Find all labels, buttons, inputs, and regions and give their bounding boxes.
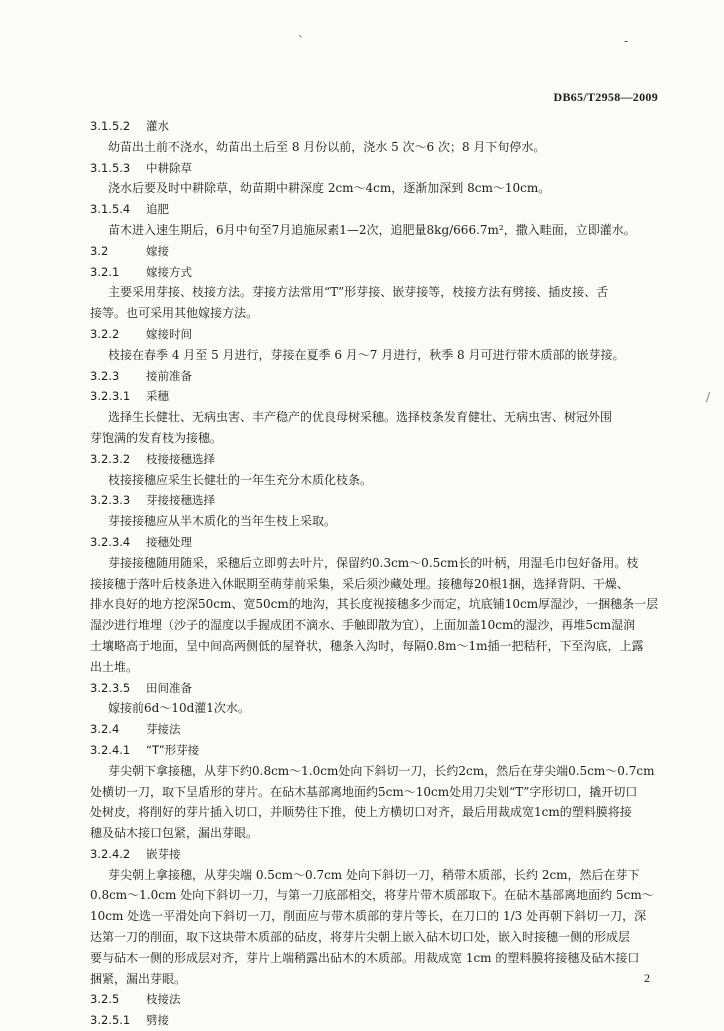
section-title: 田间准备: [146, 680, 192, 695]
paragraph-line: 处树皮，将削好的芽片插入切口，并顺势往下推，使上方横切口对齐，最后用裁成宽1cm的塑料膜将接: [90, 805, 632, 820]
section-heading: [90, 116, 660, 137]
section-number: 3.1.5.4: [90, 202, 131, 217]
section-heading: [90, 158, 660, 179]
document-body: [90, 116, 660, 1031]
paragraph-line: 湿沙进行堆埋（沙子的湿度以手握成团不滴水、手触即散为宜），上面加盖10cm的湿沙，再堆5cm湿润: [90, 618, 636, 633]
section-number: 3.2.4.1: [90, 742, 131, 757]
section-title: 嫁接方式: [146, 264, 192, 279]
section-number: 3.2.3.5: [90, 680, 131, 695]
section-title: 中耕除草: [146, 160, 192, 175]
paragraph-line: 浇水后要及时中耕除草，幼苗期中耕深度 2cm～4cm，逐渐加深到 8cm～10cm。: [108, 181, 551, 196]
paragraph-line: 芽接接穗随用随采，采穗后立即剪去叶片，保留约0.3cm～0.5cm长的叶柄，用湿毛巾包好备用。枝: [108, 555, 639, 570]
document-code: DB65/T2958—2009: [553, 90, 658, 104]
section-heading: [90, 719, 660, 740]
section-title: 芽接接穗选择: [146, 493, 215, 508]
paragraph-line: 芽尖朝上拿接穗，从芽尖端 0.5cm～0.7cm 处向下斜切一刀，稍带木质部，长约 2cm，然后在芽下: [108, 867, 640, 882]
paragraph-line: 接等。也可采用其他嫁接方法。: [90, 306, 259, 321]
section-heading: [90, 532, 660, 553]
section-heading: [90, 386, 660, 407]
section-title: 采穗: [146, 389, 169, 404]
section-number: 3.2.1: [90, 264, 120, 279]
paragraph-line: 嫁接前6d～10d灌1次水。: [108, 701, 250, 716]
section-title: 嵌芽接: [146, 846, 181, 861]
scan-mark: /: [706, 390, 711, 404]
section-heading: [90, 490, 660, 511]
paragraph-line: 10cm 处选一平滑处向下斜切一刀，削面应与带木质部的芽片等长，在刀口的 1/3 处再朝下斜切一刀，深: [90, 909, 647, 924]
section-number: 3.2: [90, 243, 109, 258]
section-number: 3.1.5.3: [90, 160, 131, 175]
section-number: 3.2.3.2: [90, 451, 131, 466]
section-number: 3.2.5.1: [90, 1013, 131, 1028]
section-heading: [90, 199, 660, 220]
paragraph-line: 枝接接穗应采生长健壮的一年生充分木质化枝条。: [108, 472, 373, 487]
section-heading: [90, 1010, 660, 1031]
section-title: 灌水: [146, 119, 169, 133]
section-title: 枝接法: [146, 992, 181, 1007]
section-number: 3.2.3.4: [90, 534, 131, 549]
paragraph-line: 芽接接穗应从半木质化的当年生枝上采取。: [108, 514, 337, 529]
section-title: 接前准备: [146, 368, 192, 383]
paragraph-line: 芽尖朝下拿接穗，从芽下约0.8cm～1.0cm处向下斜切一刀，长约2cm，然后在芽尖端0.5cm～0.7cm: [108, 763, 655, 778]
section-heading: [90, 844, 660, 865]
page-number: 2: [644, 971, 650, 985]
paragraph-line: 选择生长健壮、无病虫害、丰产稳产的优良母树采穗。选择枝条发育健壮、无病虫害、树冠外围: [108, 410, 613, 425]
section-number: 3.2.2: [90, 326, 120, 341]
paragraph-line: 达第一刀的削面，取下这块带木质部的砧皮，将芽片尖朝上嵌入砧木切口处，嵌入时接穗一侧的形成层: [90, 930, 631, 945]
section-title: “T”形芽接: [146, 742, 200, 757]
section-heading: [90, 449, 660, 470]
section-title: 追肥: [146, 202, 169, 217]
paragraph-line: 出土堆。: [90, 659, 139, 674]
paragraph-line: 枝接在春季 4 月至 5 月进行，芽接在夏季 6 月～7 月进行，秋季 8 月可进行带木质部的嵌芽接。: [108, 347, 625, 362]
section-heading: [90, 366, 660, 387]
paragraph-line: 土壤略高于地面，呈中间高两侧低的屋脊状，穗条入沟时，每隔0.8m～1m插一把秸秆，下至沟底，上露: [90, 638, 644, 653]
section-title: 嫁接时间: [146, 326, 192, 341]
paragraph-line: 接接穗于落叶后枝条进入休眠期至萌芽前采集，采后须沙藏处理。接穗每20根1捆，选择背阴、干燥、: [90, 576, 629, 591]
paragraph-line: 捆紧，漏出芽眼。: [90, 971, 187, 986]
scan-mark: ˋ: [298, 34, 304, 48]
section-heading: [90, 678, 660, 699]
section-title: 枝接接穗选择: [146, 451, 215, 466]
section-heading: [90, 989, 660, 1010]
section-number: 3.2.3.3: [90, 493, 131, 508]
section-number: 3.2.5: [90, 992, 120, 1007]
section-number: 3.2.3.1: [90, 389, 131, 404]
paragraph-line: 0.8cm～1.0cm 处向下斜切一刀，与第一刀底部相交，将芽片带木质部取下。在砧木基部离地面约 5cm～: [90, 888, 654, 903]
paragraph-line: 处横切一刀，取下呈盾形的芽片。在砧木基部离地面约5cm～10cm处用刀尖划“T”字形切口，撬开切口: [90, 784, 638, 799]
paragraph-line: 幼苗出土前不浇水，幼苗出土后至 8 月份以前，浇水 5 次～6 次；8 月下旬停水。: [108, 139, 546, 154]
section-heading: [90, 324, 660, 345]
section-number: 3.2.4: [90, 722, 120, 737]
paragraph-line: 穗及砧木接口包紧，漏出芽眼。: [90, 826, 259, 841]
section-number: 3.1.5.2: [90, 119, 131, 133]
paragraph-line: 芽饱满的发育枝为接穗。: [90, 430, 223, 445]
paragraph-line: 排水良好的地方挖深50cm、宽50cm的地沟，其长度视接穗多少而定，坑底铺10cm厚湿沙，一捆穗条一层: [90, 597, 659, 612]
section-heading: [90, 740, 660, 761]
section-number: 3.2.3: [90, 368, 120, 383]
section-title: 接穗处理: [146, 534, 192, 549]
section-title: 嫁接: [146, 243, 169, 258]
section-heading: [90, 262, 660, 283]
section-heading: [90, 241, 660, 262]
paragraph-line: 要与砧木一侧的形成层对齐，芽片上端稍露出砧木的木质部。用裁成宽 1cm 的塑料膜将接穗及砧木接口: [90, 950, 640, 965]
section-number: 3.2.4.2: [90, 846, 131, 861]
paragraph-line: 苗木进入速生期后，6月中旬至7月追施尿素1—2次，追肥量8kg/666.7m²，撒入畦面，立即灌水。: [108, 222, 636, 237]
scan-mark: -: [624, 34, 629, 48]
section-title: 芽接法: [146, 722, 181, 737]
paragraph-line: 主要采用芽接、枝接方法。芽接方法常用“T”形芽接、嵌芽接等，枝接方法有劈接、插皮接、舌: [108, 285, 609, 300]
section-title: 劈接: [146, 1013, 169, 1028]
